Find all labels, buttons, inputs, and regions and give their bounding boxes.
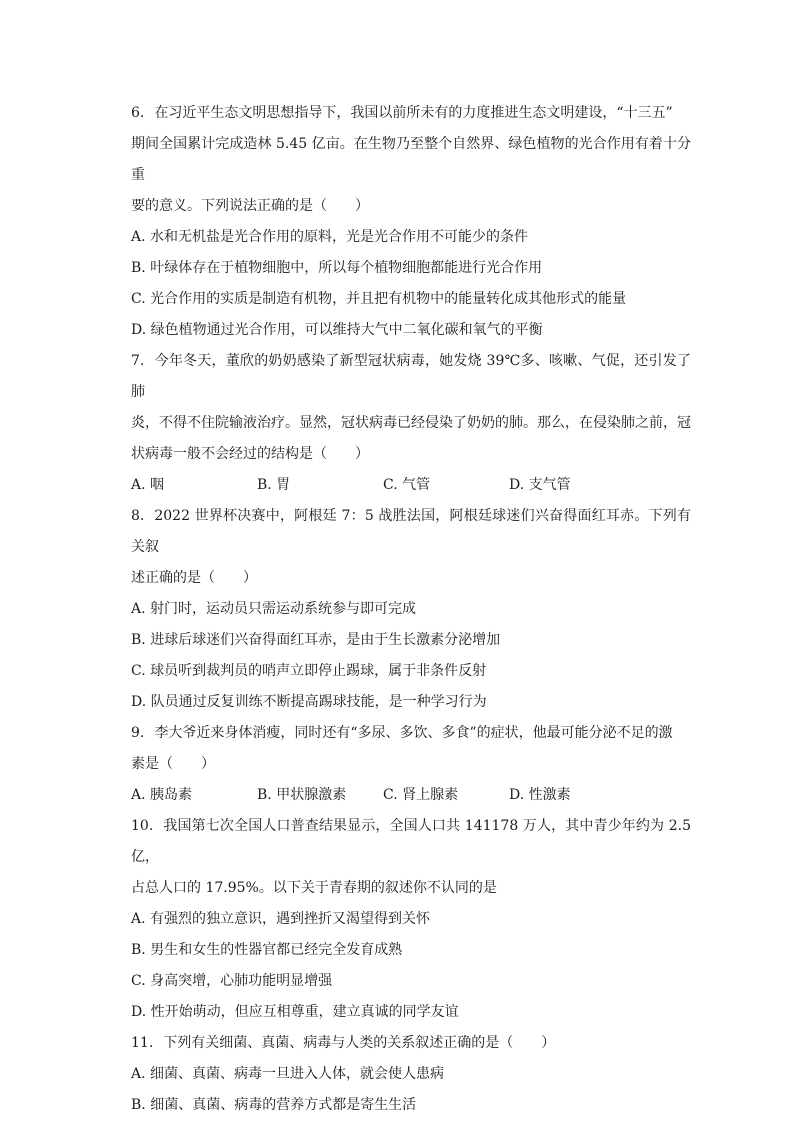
option-c: C. 肾上腺素 — [383, 787, 459, 803]
question-number: 11. — [131, 1035, 154, 1051]
question-number: 8. — [131, 508, 145, 524]
question-8 — [131, 501, 691, 718]
question-stem-line: 述正确的是（ ） — [131, 570, 257, 586]
option-a: A. 有强烈的独立意识，遇到挫折又渴望得到关怀 — [131, 911, 431, 927]
option-c: C. 气管 — [383, 477, 431, 493]
option-d: D. 性开始萌动，但应互相尊重，建立真诚的同学友谊 — [131, 1004, 459, 1020]
question-stem-line: 期间全国累计完成造林 5.45 亿亩。在生物乃至整个自然界、绿色植物的光合作用有着十分重 — [131, 136, 691, 183]
question-number: 10. — [131, 818, 154, 834]
option-b: B. 叶绿体存在于植物细胞中，所以每个植物细胞都能进行光合作用 — [131, 260, 543, 276]
option-a: A. 胰岛素 — [131, 787, 193, 803]
option-d: D. 支气管 — [509, 477, 571, 493]
question-stem-line: 要的意义。下列说法正确的是（ ） — [131, 198, 369, 214]
option-a: A. 咽 — [131, 477, 165, 493]
option-b: B. 男生和女生的性器官都已经完全发育成熟 — [131, 942, 403, 958]
question-10 — [131, 811, 691, 1028]
question-stem-line: 9. 李大爷近来身体消瘦，同时还有“多尿、多饮、多食”的症状，他最可能分泌不足的激 — [131, 725, 673, 741]
question-number: 9. — [131, 725, 145, 741]
option-c: C. 身高突增，心肺功能明显增强 — [131, 973, 333, 989]
question-stem-line: 状病毒一般不会经过的结构是（ ） — [131, 446, 369, 462]
option-c: C. 球员听到裁判员的哨声立即停止踢球，属于非条件反射 — [131, 663, 487, 679]
option-a: A. 细菌、真菌、病毒一旦进入人体，就会使人患病 — [131, 1066, 445, 1082]
option-c: C. 光合作用的实质是制造有机物，并且把有机物中的能量转化成其他形式的能量 — [131, 291, 627, 307]
question-11 — [131, 1028, 691, 1121]
question-number: 6. — [131, 105, 145, 121]
question-stem-line: 11. 下列有关细菌、真菌、病毒与人类的关系叙述正确的是（ ） — [131, 1035, 556, 1051]
question-list — [131, 98, 691, 1121]
question-stem-line: 6. 在习近平生态文明思想指导下，我国以前所未有的力度推进生态文明建设，“十三五” — [131, 105, 673, 121]
question-stem-line: 炎，不得不住院输液治疗。显然，冠状病毒已经侵染了奶奶的肺。那么，在侵染肺之前，冠 — [131, 415, 691, 431]
option-d: D. 绿色植物通过光合作用，可以维持大气中二氧化碳和氧气的平衡 — [131, 322, 543, 338]
question-stem-line: 10. 我国第七次全国人口普查结果显示，全国人口共 141178 万人，其中青少年约为 2.5 亿， — [131, 818, 691, 865]
question-stem-line: 素是（ ） — [131, 756, 215, 772]
option-d: D. 队员通过反复训练不断提高踢球技能，是一种学习行为 — [131, 694, 487, 710]
question-9 — [131, 718, 691, 811]
question-stem-line: 8. 2022 世界杯决赛中，阿根廷 7：5 战胜法国，阿根廷球迷们兴奋得面红耳赤。下列有关叙 — [131, 508, 691, 555]
question-number: 7. — [131, 353, 145, 369]
option-b: B. 细菌、真菌、病毒的营养方式都是寄生生活 — [131, 1097, 417, 1113]
option-d: D. 性激素 — [509, 787, 571, 803]
option-row — [131, 780, 691, 811]
option-row — [131, 470, 691, 501]
question-stem-line: 7. 今年冬天，董欣的奶奶感染了新型冠状病毒，她发烧 39℃多、咳嗽、气促，还引发了肺 — [131, 353, 691, 400]
question-stem-line: 占总人口的 17.95%。以下关于青春期的叙述你不认同的是 — [131, 880, 497, 896]
option-b: B. 甲状腺激素 — [257, 787, 347, 803]
option-b: B. 胃 — [257, 477, 291, 493]
option-a: A. 水和无机盐是光合作用的原料，光是光合作用不可能少的条件 — [131, 229, 529, 245]
question-7 — [131, 346, 691, 501]
question-6 — [131, 98, 691, 346]
option-b: B. 进球后球迷们兴奋得面红耳赤，是由于生长激素分泌增加 — [131, 632, 501, 648]
option-a: A. 射门时，运动员只需运动系统参与即可完成 — [131, 601, 417, 617]
